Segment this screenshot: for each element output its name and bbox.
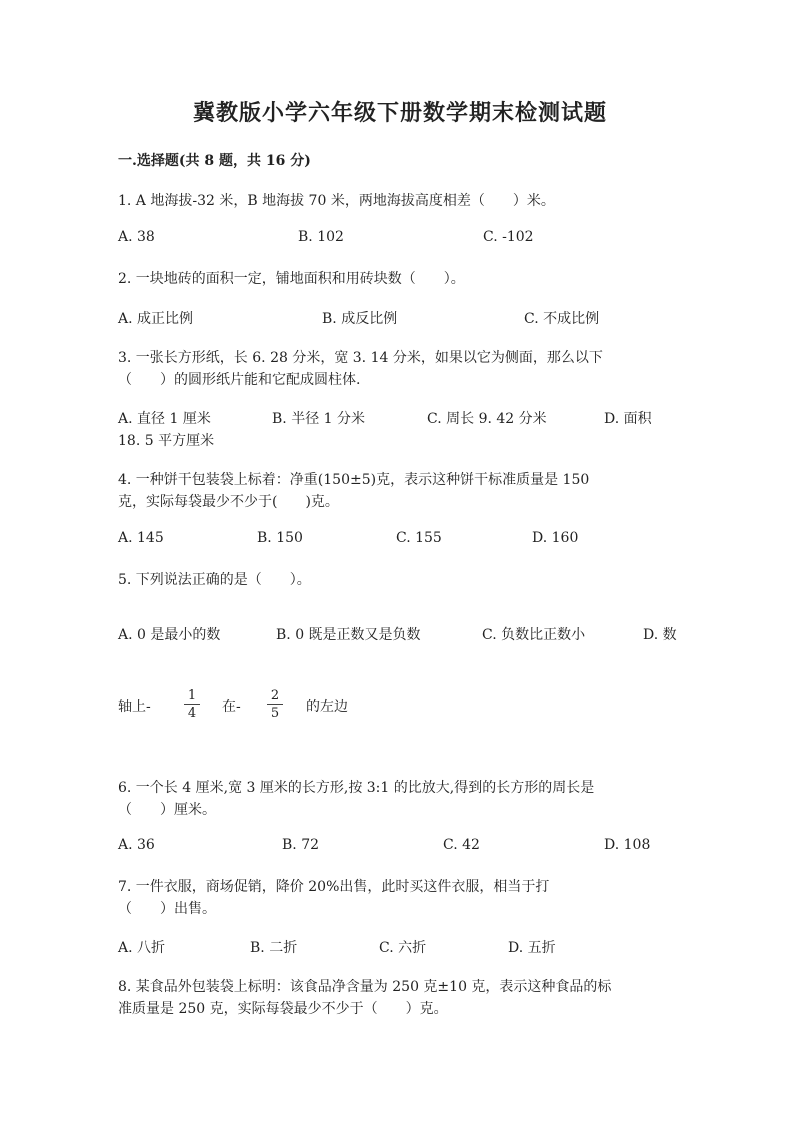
question-6-line-1: 6. 一个长 4 厘米,宽 3 厘米的长方形,按 3:1 的比放大,得到的长方形的周长是 xyxy=(118,780,595,796)
section-heading: 一.选择题(共 8 题，共 16 分) xyxy=(118,153,311,169)
q1-option-a: A. 38 xyxy=(118,229,155,245)
page-title: 冀教版小学六年级下册数学期末检测试题 xyxy=(192,100,607,126)
question-3-line-2: （ ）的圆形纸片能和它配成圆柱体. xyxy=(118,372,361,388)
fraction-two-fifths xyxy=(267,688,283,721)
question-8-line-2: 准质量是 250 克，实际每袋最少不少于（ ）克。 xyxy=(118,1001,448,1017)
q1-option-b: B. 102 xyxy=(298,229,344,245)
fraction-denominator: 4 xyxy=(187,706,197,721)
question-2: 2. 一块地砖的面积一定，铺地面积和用砖块数（ ）。 xyxy=(118,271,465,287)
fraction-one-quarter xyxy=(184,688,200,721)
q1-option-c: C. -102 xyxy=(483,229,534,245)
q5-option-a: A. 0 是最小的数 xyxy=(118,627,221,643)
question-5: 5. 下列说法正确的是（ ）。 xyxy=(118,572,311,588)
q5-option-c: C. 负数比正数小 xyxy=(482,627,586,643)
q4-option-c: C. 155 xyxy=(396,530,442,546)
q7-option-b: B. 二折 xyxy=(250,940,298,956)
q5-option-d-prefix: 轴上- xyxy=(118,699,151,715)
q7-option-a: A. 八折 xyxy=(118,940,166,956)
question-4-line-1: 4. 一种饼干包装袋上标着：净重(150±5)克，表示这种饼干标准质量是 150 xyxy=(118,472,590,488)
fraction-bar xyxy=(267,704,283,705)
q3-option-d: D. 面积 xyxy=(604,411,652,427)
q6-option-a: A. 36 xyxy=(118,837,155,853)
q6-option-c: C. 42 xyxy=(443,837,480,853)
q3-option-d-continued: 18. 5 平方厘米 xyxy=(118,433,215,449)
q7-option-c: C. 六折 xyxy=(379,940,427,956)
q6-option-d: D. 108 xyxy=(604,837,651,853)
question-1: 1. A 地海拔-32 米，B 地海拔 70 米，两地海拔高度相差（ ）米。 xyxy=(118,193,555,209)
q5-option-b: B. 0 既是正数又是负数 xyxy=(276,627,421,643)
q3-option-c: C. 周长 9. 42 分米 xyxy=(427,411,547,427)
question-6-line-2: （ ）厘米。 xyxy=(118,802,216,818)
q5-option-d: D. 数 xyxy=(643,627,677,643)
q2-option-b: B. 成反比例 xyxy=(322,311,398,327)
fraction-bar xyxy=(184,704,200,705)
q5-option-d-middle: 在- xyxy=(222,699,241,715)
fraction-numerator: 2 xyxy=(270,688,280,703)
question-3-line-1: 3. 一张长方形纸，长 6. 28 分米，宽 3. 14 分米，如果以它为侧面，那么以下 xyxy=(118,350,603,366)
q2-option-c: C. 不成比例 xyxy=(524,311,600,327)
q3-option-b: B. 半径 1 分米 xyxy=(272,411,365,427)
q4-option-d: D. 160 xyxy=(532,530,579,546)
q3-option-a: A. 直径 1 厘米 xyxy=(118,411,211,427)
q2-option-a: A. 成正比例 xyxy=(118,311,194,327)
question-4-line-2: 克，实际每袋最少不少于( )克。 xyxy=(118,494,339,510)
fraction-denominator: 5 xyxy=(270,706,280,721)
q4-option-b: B. 150 xyxy=(257,530,303,546)
question-7-line-2: （ ）出售。 xyxy=(118,901,216,917)
q4-option-a: A. 145 xyxy=(118,530,164,546)
question-8-line-1: 8. 某食品外包装袋上标明：该食品净含量为 250 克±10 克，表示这种食品的标 xyxy=(118,979,612,995)
q5-option-d-suffix: 的左边 xyxy=(306,699,348,715)
question-7-line-1: 7. 一件衣服，商场促销，降价 20%出售，此时买这件衣服，相当于打 xyxy=(118,879,550,895)
q6-option-b: B. 72 xyxy=(282,837,320,853)
q7-option-d: D. 五折 xyxy=(508,940,556,956)
fraction-numerator: 1 xyxy=(187,688,197,703)
